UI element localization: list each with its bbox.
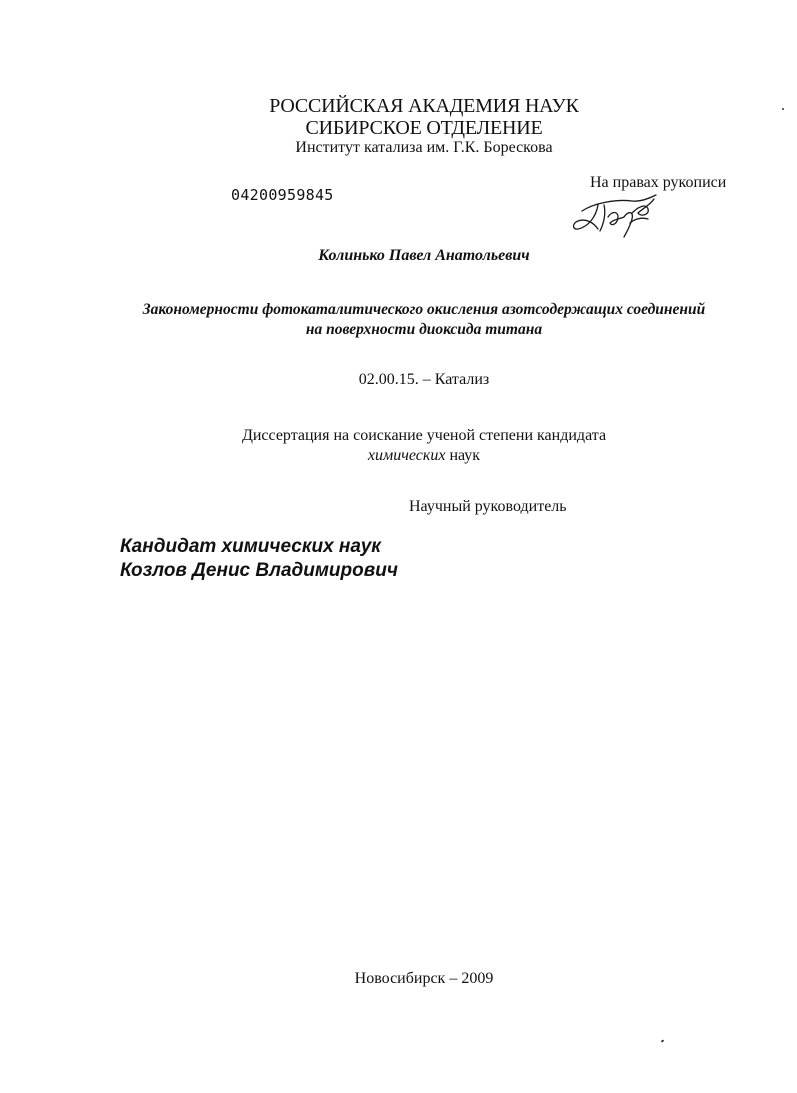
institute-name: Институт катализа им. Г.К. Борескова: [295, 139, 553, 156]
thesis-title: [0, 300, 797, 340]
supervisor-info: [120, 535, 398, 583]
thesis-title-line-2: на поверхности диоксида титана: [305, 321, 543, 338]
scan-speck-top: [782, 108, 784, 110]
document-number-stamp: 04200959845: [231, 186, 334, 204]
supervisor-degree: Кандидат химических наук: [120, 536, 381, 557]
branch-title: СИБИРСКОЕ ОТДЕЛЕНИЕ: [305, 117, 543, 139]
academy-title: РОССИЙСКАЯ АКАДЕМИЯ НАУК: [269, 95, 579, 117]
degree-line-1: Диссертация на соискание ученой степени кандидата: [241, 427, 607, 444]
thesis-title-line-1: Закономерности фотокаталитического окисления азотсодержащих соединений: [142, 301, 706, 318]
city-and-year: Новосибирск – 2009: [354, 970, 494, 987]
scan-speck-bottom: [661, 1039, 665, 1042]
specialty-code: 02.00.15. – Катализ: [358, 371, 490, 388]
handwritten-signature: [568, 183, 663, 241]
supervisor-label: Научный руководитель: [409, 498, 567, 515]
degree-suffix: наук: [445, 447, 481, 464]
manuscript-rights-note: На правах рукописи: [590, 174, 727, 191]
author-name: Колинько Павел Анатольевич: [318, 247, 530, 264]
degree-statement: [0, 426, 797, 466]
degree-field: химических: [367, 447, 446, 464]
degree-line-2: [0, 446, 797, 466]
supervisor-name: Козлов Денис Владимирович: [120, 560, 398, 581]
